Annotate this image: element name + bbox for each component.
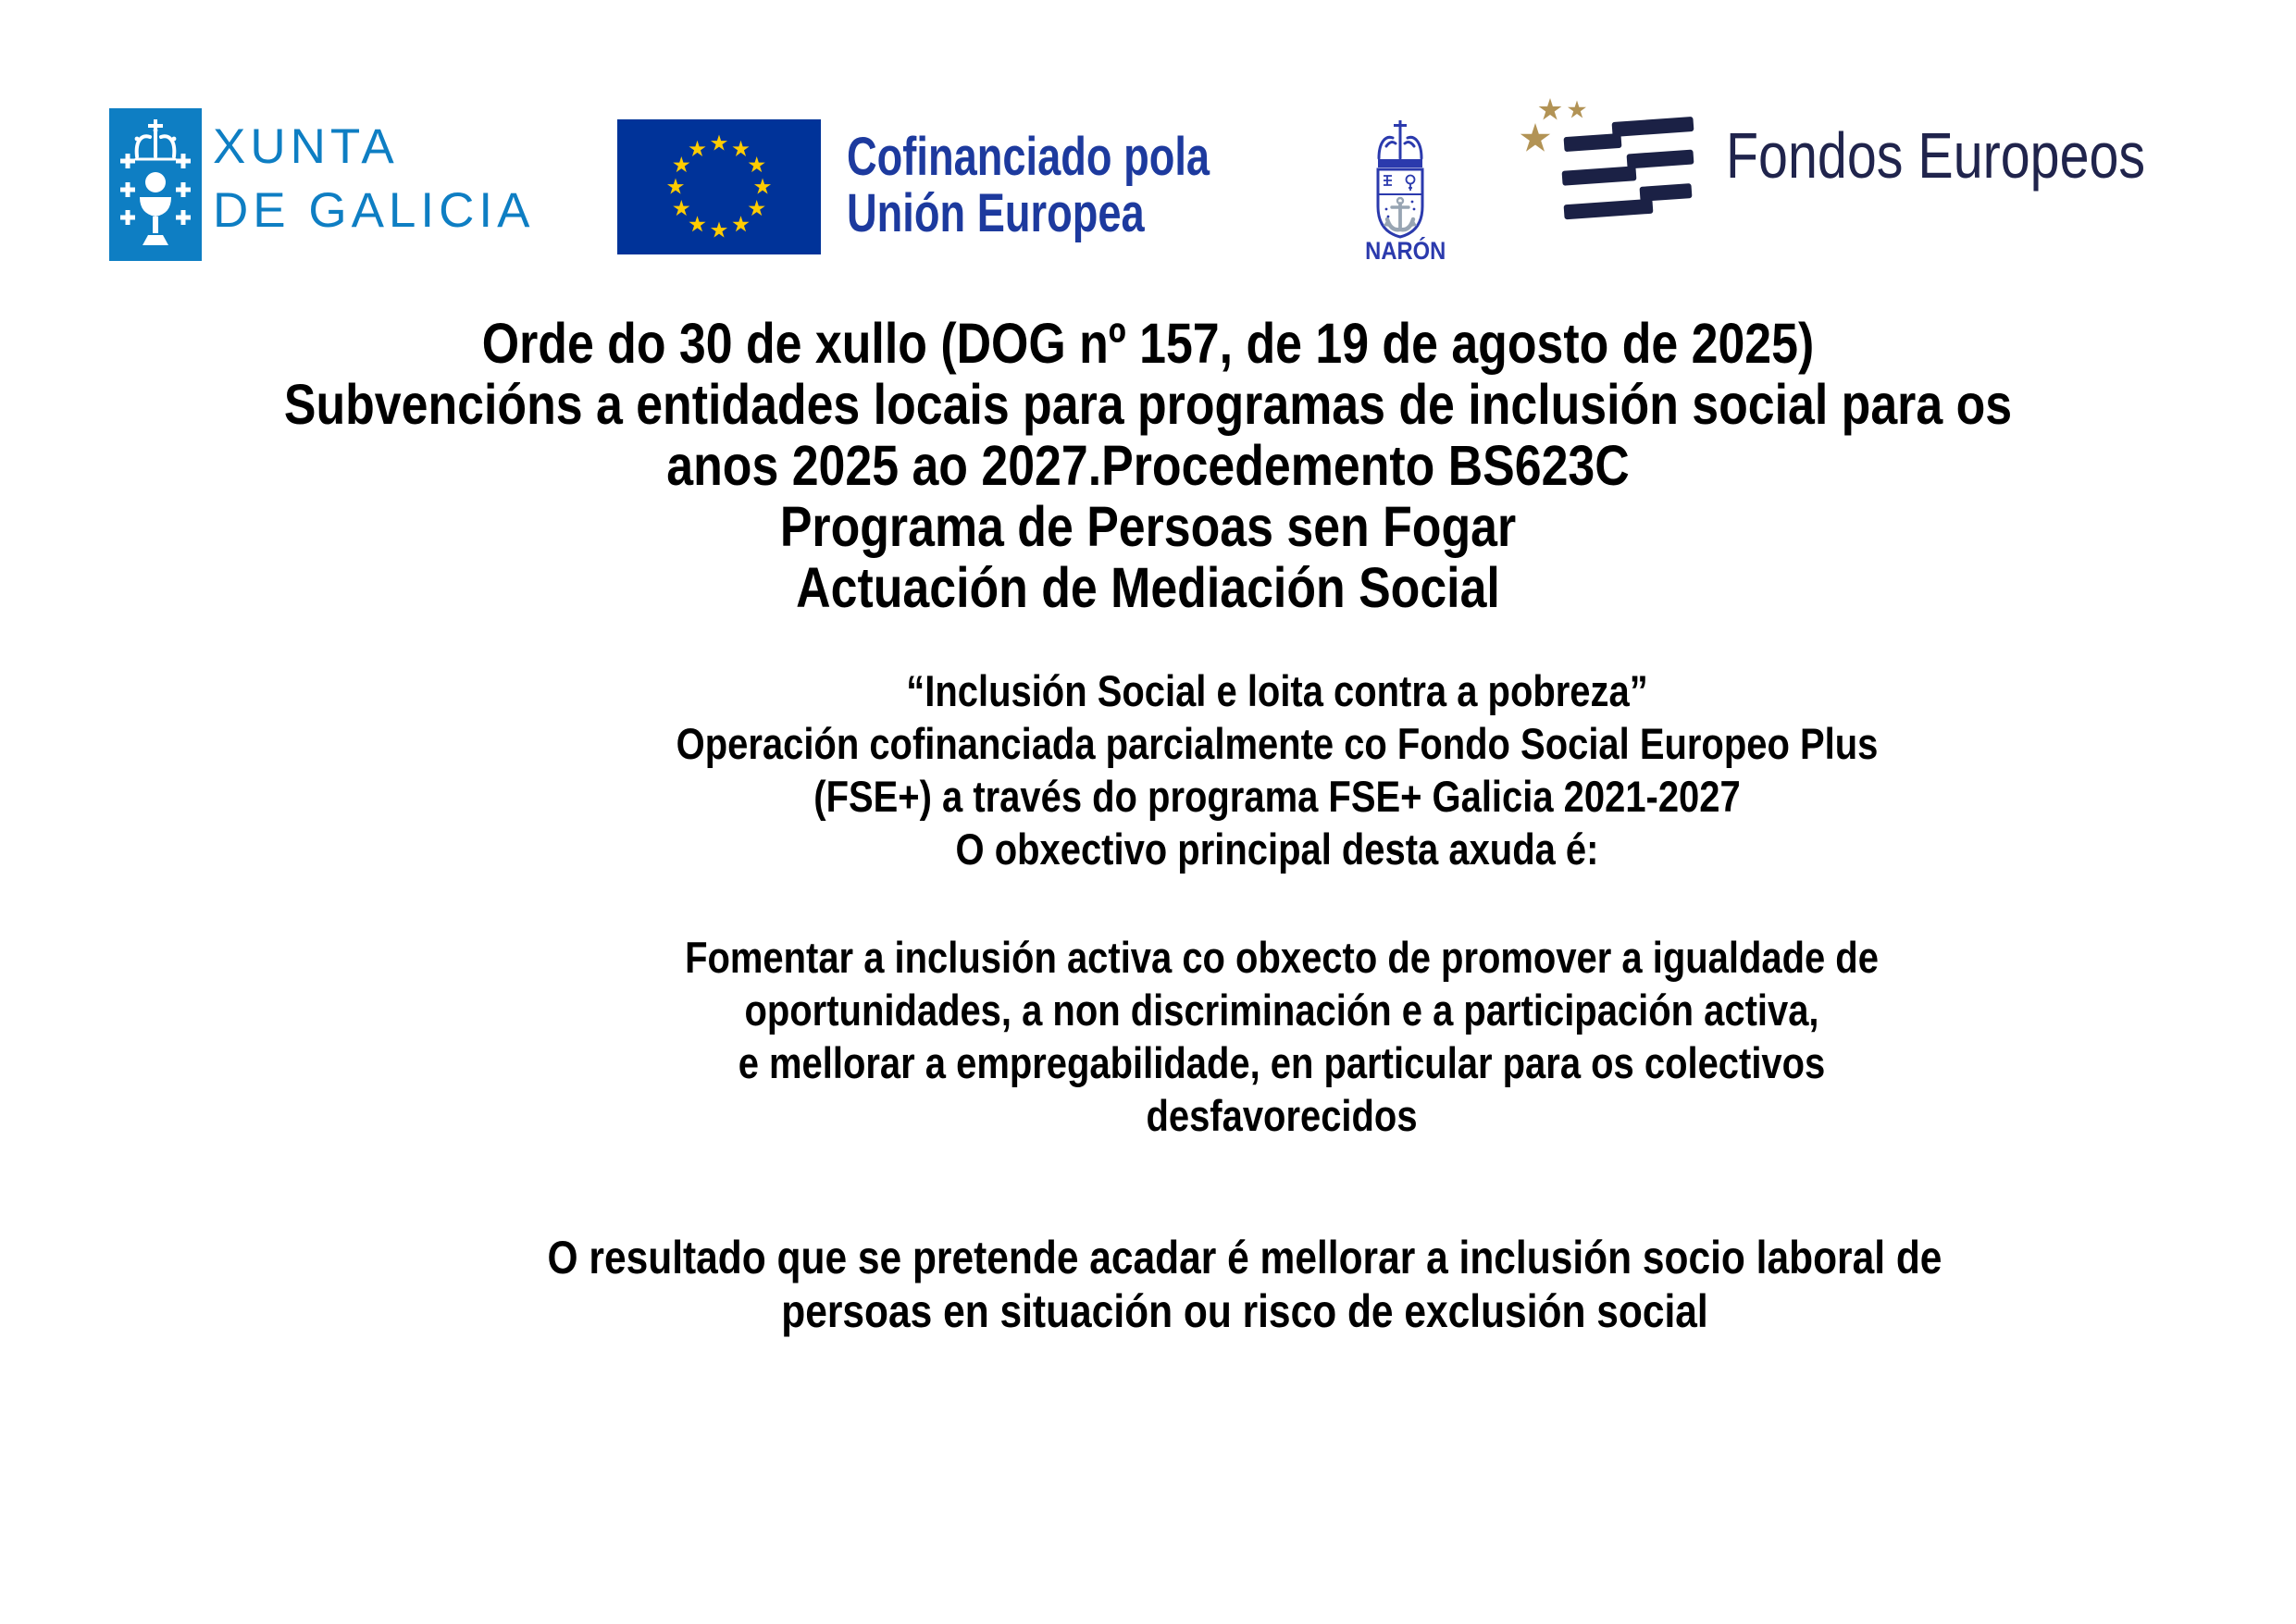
funding-line-1: “Inclusión Social e loita contra a pobreza” xyxy=(906,666,1648,715)
naron-label: NARÓN xyxy=(1365,237,1446,265)
title-line-4: Programa de Persoas sen Fogar xyxy=(779,495,1517,558)
objective-block xyxy=(268,931,2295,1142)
eu-cofunded-line1: Cofinanciado pola xyxy=(847,127,1210,187)
xunta-wordmark-line1: XUNTA xyxy=(213,119,399,174)
eu-cofunded-line2: Unión Europea xyxy=(847,183,1145,243)
result-block xyxy=(190,1231,2296,1338)
title-line-1: Orde do 30 de xullo (DOG nº 157, de 19 de agosto de 2025) xyxy=(481,312,1815,375)
objective-line-3: e mellorar a empregabilidade, en particular para os colectivos xyxy=(738,1038,1826,1087)
funding-block xyxy=(259,664,2295,875)
objective-line-2: oportunidades, a non discriminación e a participación activa, xyxy=(744,986,1819,1035)
funding-line-4: O obxectivo principal desta axuda é: xyxy=(955,824,1599,874)
objective-line-1: Fomentar a inclusión activa co obxecto de promover a igualdade de xyxy=(685,933,1879,982)
title-line-2: Subvencións a entidades locais para programas de inclusión social para os xyxy=(283,373,2013,436)
fondos-europeos-mark xyxy=(1516,88,1701,222)
objective-line-4: desfavorecidos xyxy=(1146,1091,1418,1140)
xunta-crest-logo xyxy=(109,108,202,261)
eu-cofunded-text xyxy=(847,129,1210,242)
result-line-2: persoas en situación ou risco de exclusión social xyxy=(781,1285,1708,1337)
title-line-5: Actuación de Mediación Social xyxy=(796,556,1500,619)
funding-line-3: (FSE+) a través do programa FSE+ Galicia 2021-2027 xyxy=(813,772,1741,821)
fondos-europeos-label: Fondos Europeos xyxy=(1726,119,2146,192)
xunta-wordmark-line2: DE GALICIA xyxy=(213,183,535,238)
eu-flag xyxy=(617,119,821,254)
xunta-wordmark xyxy=(213,115,534,242)
title-block xyxy=(0,313,2296,618)
funding-line-2: Operación cofinanciada parcialmente co Fondo Social Europeo Plus xyxy=(676,719,1879,768)
result-line-1: O resultado que se pretende acadar é mellorar a inclusión socio laboral de xyxy=(547,1232,1942,1283)
title-line-3: anos 2025 ao 2027.Procedemento BS623C xyxy=(666,434,1630,497)
naron-crest-logo xyxy=(1367,117,1433,255)
